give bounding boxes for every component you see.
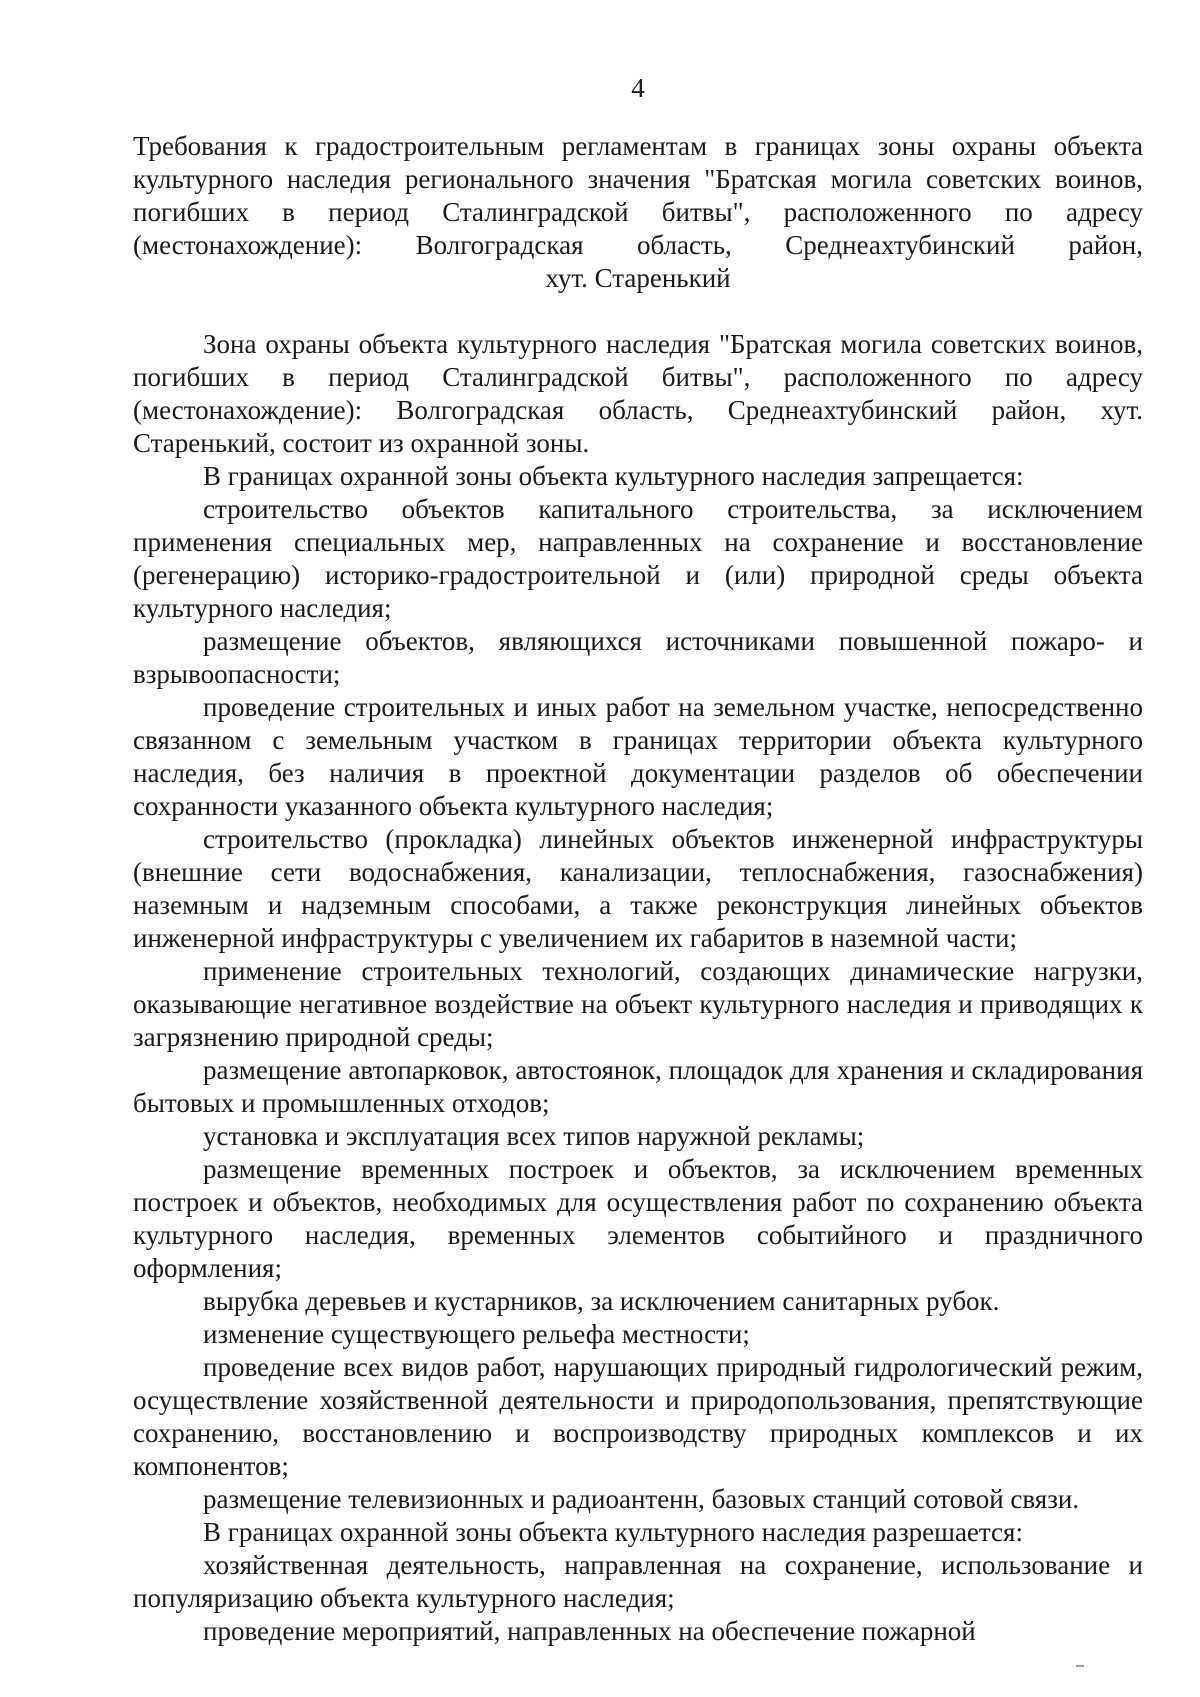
title-line: Требования к градостроительным регламентам в границах зоны охраны объекта xyxy=(133,131,1143,161)
paragraph: В границах охранной зоны объекта культурного наследия разрешается: xyxy=(203,1517,1023,1547)
list-item: хозяйственная деятельность, направленная на сохранение, использование и популяризацию объекта культурного наследия; xyxy=(133,1550,1143,1613)
scan-speck xyxy=(1076,1665,1084,1667)
list-item: проведение всех видов работ, нарушающих природный гидрологический режим, осуществление хозяйственной деятельности и природопользования, препятствующие сохранению, восстановлению и воспроизводству природных комплексов и их компонентов; xyxy=(133,1352,1143,1481)
page-number: 4 xyxy=(631,73,645,103)
title-line: погибших в период Сталинградской битвы", расположенного по адресу xyxy=(133,197,1143,227)
list-item: установка и эксплуатация всех типов наружной рекламы; xyxy=(203,1121,865,1151)
list-item: проведение мероприятий, направленных на обеспечение пожарной xyxy=(203,1616,976,1646)
title-line: хут. Старенький xyxy=(545,263,731,293)
list-item: вырубка деревьев и кустарников, за исключением санитарных рубок. xyxy=(203,1286,1000,1316)
list-item: размещение объектов, являющихся источниками повышенной пожаро- и взрывоопасности; xyxy=(133,626,1143,689)
list-item: строительство (прокладка) линейных объектов инженерной инфраструктуры (внешние сети водоснабжения, канализации, теплоснабжения, газоснабжения) наземным и надземным способами, а также реконструкция линейных объектов инженерной инфраструктуры с увеличением их габаритов в наземной части; xyxy=(133,824,1143,953)
list-item: размещение автопарковок, автостоянок, площадок для хранения и складирования бытовых и промышленных отходов; xyxy=(133,1055,1143,1118)
list-item: применение строительных технологий, создающих динамические нагрузки, оказывающие негативное воздействие на объект культурного наследия и приводящих к загрязнению природной среды; xyxy=(133,956,1143,1052)
list-item: строительство объектов капитального строительства, за исключением применения специальных мер, направленных на сохранение и восстановление (регенерацию) историко-градостроительной и (или) природной среды объекта культурного наследия; xyxy=(133,494,1143,623)
document-body xyxy=(133,130,1143,1648)
document-title xyxy=(133,130,1143,295)
list-item: изменение существующего рельефа местности; xyxy=(203,1319,750,1349)
list-item: размещение телевизионных и радиоантенн, базовых станций сотовой связи. xyxy=(203,1484,1080,1514)
list-item: проведение строительных и иных работ на земельном участке, непосредственно связанном с земельным участком в границах территории объекта культурного наследия, без наличия в проектной документации разделов об обеспечении сохранности указанного объекта культурного наследия; xyxy=(133,692,1143,821)
title-line: культурного наследия регионального значения "Братская могила советских воинов, xyxy=(133,164,1143,194)
paragraph: В границах охранной зоны объекта культурного наследия запрещается: xyxy=(203,461,1024,491)
list-item: размещение временных построек и объектов, за исключением временных построек и объектов, необходимых для осуществления работ по сохранению объекта культурного наследия, временных элементов событийного и праздничного оформления; xyxy=(133,1154,1143,1283)
title-line: (местонахождение): Волгоградская область, Среднеахтубинский район, xyxy=(133,230,1143,260)
paragraph: Зона охраны объекта культурного наследия "Братская могила советских воинов, погибших в период Сталинградской битвы", расположенного по адресу (местонахождение): Волгоградская область, Среднеахтубинский район, хут. Старенький, состоит из охранной зоны. xyxy=(133,329,1143,458)
